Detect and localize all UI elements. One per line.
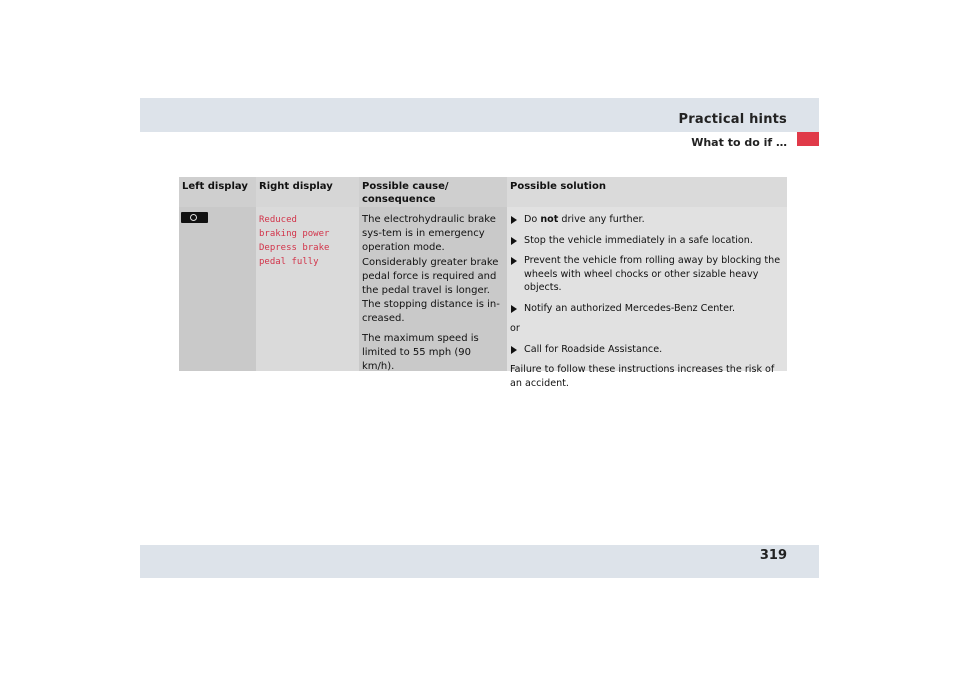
or-separator: or <box>510 323 520 334</box>
cause-paragraph: The electrohydraulic brake sys-tem is in emergency operation mode. Considerably greater brake pedal force is required and the pedal travel is longer. The stopping distance is in-creased. <box>362 214 500 325</box>
cause-text <box>362 213 504 379</box>
footer-band <box>140 545 819 578</box>
solution-step: Call for Roadside Assistance. <box>510 343 784 357</box>
arrow-bullet-icon <box>511 346 517 354</box>
header-possible-cause: Possible cause/ consequence <box>362 181 449 205</box>
page-title: Practical hints <box>678 112 787 127</box>
solution-step: Do not drive any further. <box>510 213 784 227</box>
header-right-display: Right display <box>259 181 333 192</box>
left-display-column <box>179 177 256 371</box>
arrow-bullet-icon <box>511 216 517 224</box>
page-number: 319 <box>759 548 787 563</box>
cause-column <box>359 177 507 371</box>
solution-step: Notify an authorized Mercedes-Benz Center. <box>510 302 784 316</box>
brake-warning-icon <box>181 212 208 223</box>
header-possible-solution: Possible solution <box>510 181 606 192</box>
warning-note: Failure to follow these instructions increases the risk of an accident. <box>510 364 775 389</box>
section-tab-marker <box>797 132 819 146</box>
solution-column <box>507 177 787 389</box>
arrow-bullet-icon <box>511 257 517 265</box>
right-display-message: Reduced braking power Depress brake pedal fully <box>259 215 330 267</box>
solution-step: Stop the vehicle immediately in a safe location. <box>510 234 784 248</box>
solution-step: Prevent the vehicle from rolling away by blocking the wheels with wheel chocks or other sizable heavy objects. <box>510 254 784 295</box>
header-left-display: Left display <box>182 181 248 192</box>
cause-paragraph: The maximum speed is limited to 55 mph (90 km/h). <box>362 332 479 373</box>
solution-steps <box>510 213 784 397</box>
display-messages-table <box>179 177 787 389</box>
page-subtitle: What to do if … <box>691 136 787 149</box>
arrow-bullet-icon <box>511 237 517 245</box>
arrow-bullet-icon <box>511 305 517 313</box>
right-display-column <box>256 177 359 371</box>
emphasis-not: not <box>540 214 559 225</box>
